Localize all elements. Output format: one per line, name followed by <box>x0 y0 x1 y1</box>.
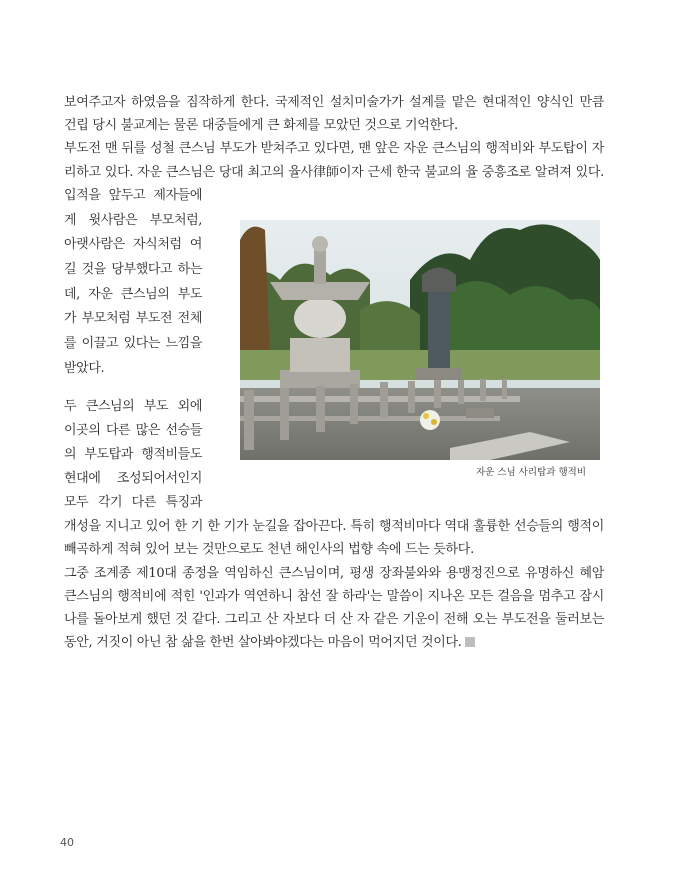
body-text-line: 개성을 지니고 있어 한 기 한 기가 눈길을 잡아끈다. 특히 행적비마다 역대 훌륭한 선승들의 행적이 <box>64 519 604 534</box>
body-text-line: 그중 조계종 제10대 종정을 역임하신 큰스님이며, 평생 장좌불와와 용맹정진으로 유명하신 혜암 <box>64 566 604 581</box>
body-text: 동안, 거짓이 아닌 참 삶을 한번 살아봐야겠다는 마음이 먹어지던 것이다. <box>64 635 462 650</box>
body-text-line: 부도전 맨 뒤를 성철 큰스님 부도가 받쳐주고 있다면, 맨 앞은 자운 큰스님의 행적비와 부도탑이 자 <box>64 141 604 156</box>
photo-caption: 자운 스님 사리탑과 행적비 <box>475 467 586 478</box>
body-text-line: 리하고 있다. 자운 큰스님은 당대 최고의 율사律師이자 근세 한국 불교의 율 중흥조로 알려져 있다. <box>64 165 604 180</box>
body-text-line-final <box>64 632 604 654</box>
column-text-line: 아랫사람은 자식처럼 여 <box>64 237 202 252</box>
body-text-line: 나를 돌아보게 했던 것 같다. 그리고 산 자보다 더 산 자 같은 기운이 전해 오는 부도전을 둘러보는 <box>64 612 604 627</box>
body-text-line: 건립 당시 불교계는 물론 대중들에게 큰 화제를 모았던 것으로 기억한다. <box>64 118 458 133</box>
column-text-line: 의 부도탑과 행적비들도 <box>64 447 202 462</box>
column-text-line: 입적을 앞두고 제자들에 <box>64 188 202 203</box>
column-text-line: 이곳의 다른 많은 선승들 <box>64 423 202 438</box>
body-text-line: 큰스님의 행적비에 적힌 '인과가 역연하니 참선 잘 하라'는 말씀이 지나온 모든 걸음을 멈추고 잠시 <box>64 589 604 604</box>
column-text-line: 를 이끌고 있다는 느낌을 <box>64 336 202 351</box>
column-text-line: 데, 자운 큰스님의 부도 <box>64 287 202 302</box>
body-text-line: 보여주고자 하였음을 짐작하게 한다. 국제적인 설치미술가가 설계를 맡은 현대적인 양식인 만큼 <box>64 95 604 110</box>
column-text-line: 현대에 조성되어서인지 <box>64 471 202 486</box>
column-text-line: 길 것을 당부했다고 하는 <box>64 262 202 277</box>
column-text-line: 두 큰스님의 부도 외에 <box>64 399 202 414</box>
column-text-line: 가 부모처럼 부도전 전체 <box>64 311 202 326</box>
column-text-line: 받았다. <box>64 361 105 376</box>
end-mark-icon <box>465 637 475 647</box>
column-text-line: 모두 각기 다른 특징과 <box>64 495 202 510</box>
column-text-line: 게 윗사람은 부모처럼, <box>64 213 202 228</box>
page-number: 40 <box>60 836 74 849</box>
body-text-line: 빼곡하게 적혀 있어 보는 것만으로도 천년 해인사의 법향 속에 드는 듯하다. <box>64 542 474 557</box>
stupa-photo <box>240 220 600 460</box>
stupa-scene-image <box>240 220 600 460</box>
